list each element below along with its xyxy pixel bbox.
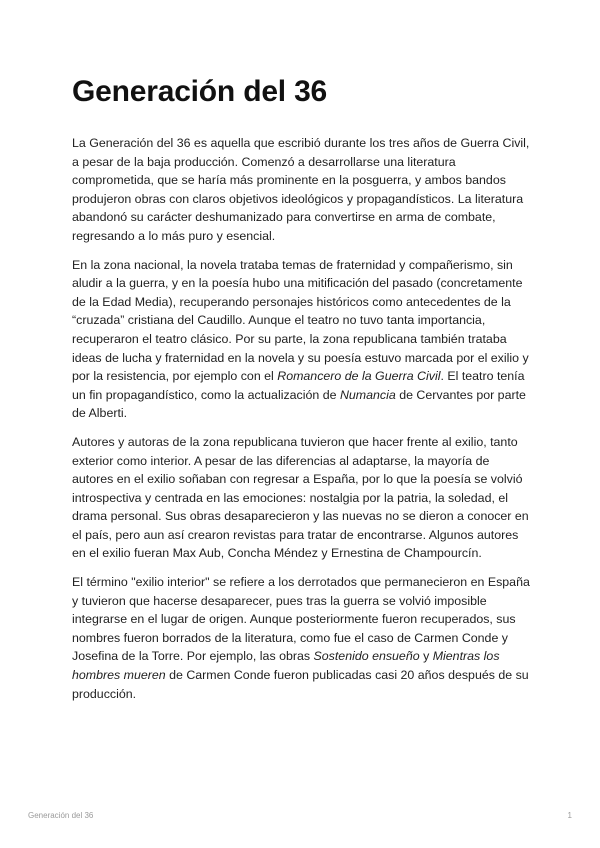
text-run: Autores y autoras de la zona republicana tuvieron que hacer frente al exilio, tanto exterior como interior. A pesar de las diferencias al adaptarse, la mayoría de autores en el exilio soñaban con regresar a España, por lo que la poesía se volvió introspectiva y centrada en las emociones: nostalgia por la patria, la soledad, el drama personal. Sus obras desaparecieron y las nuevas no se dieron a conocer en el país, pero aun así crearon revistas para tratar de encontrarse. Algunos autores en el exilio fueran Max Aub, Concha Méndez y Ernestina de Champourcín.	[72, 434, 529, 561]
text-run: El término "exilio interior" se refiere a los derrotados que permanecieron en España y tuvieron que hacerse desaparecer, pues tras la guerra se volvió imposible integrarse en el lugar de origen. Aunque posteriormente fueron recuperados, sus nombres fueron borrados de la literatura, como fue el caso de Carmen Conde y Josefina de la Torre. Por ejemplo, las obras	[72, 575, 530, 664]
page-number: 1	[567, 811, 572, 820]
text-run: de Cervantes por parte de Alberti.	[72, 387, 526, 421]
work-title-sostenido-ensueno: Sostenido ensueño	[313, 649, 420, 664]
work-title-numancia: Numancia	[339, 387, 396, 402]
text-run: . El teatro tenía un fin propagandístico, como la actualización de	[72, 369, 525, 402]
work-title-mientras-los-hombres-mueren: Mientras los hombres mueren	[72, 649, 500, 683]
page-title: Generación del 36	[72, 75, 328, 108]
paragraph	[72, 433, 532, 563]
paragraph	[72, 256, 532, 423]
paragraph	[72, 573, 532, 703]
text-run: de Carmen Conde fueron publicadas casi 20 años después de su producción.	[72, 668, 529, 701]
paragraph	[72, 134, 532, 246]
work-title-romancero: Romancero de la Guerra Civil	[277, 369, 441, 384]
text-run: La Generación del 36 es aquella que escribió durante los tres años de Guerra Civil, a pesar de la baja producción. Comenzó a desarrollarse una literatura comprometida, que se haría más prominente en la posguerra, y ambos bandos produjeron obras con claros objetivos ideológicos y propagandísticos. La literatura abandonó su carácter deshumanizado para convertirse en arma de combate, regresando a lo más puro y esencial.	[72, 136, 530, 243]
text-run: En la zona nacional, la novela trataba temas de fraternidad y compañerismo, sin aludir a la guerra, y en la poesía hubo una mitificación del pasado (concretamente de la Edad Media), recuperando personajes históricos como antecedentes de la “cruzada” cristiana del Caudillo. Aunque el teatro no tuvo tanta importancia, recuperaron el teatro clásico. Por su parte, la zona republicana también trataba ideas de lucha y fraternidad en la novela y su poesía estuvo marcada por el exilio y por la resistencia, por ejemplo con el	[72, 257, 529, 384]
text-run: y	[419, 649, 433, 664]
document-body	[72, 134, 532, 713]
footer-title: Generación del 36	[28, 811, 94, 820]
